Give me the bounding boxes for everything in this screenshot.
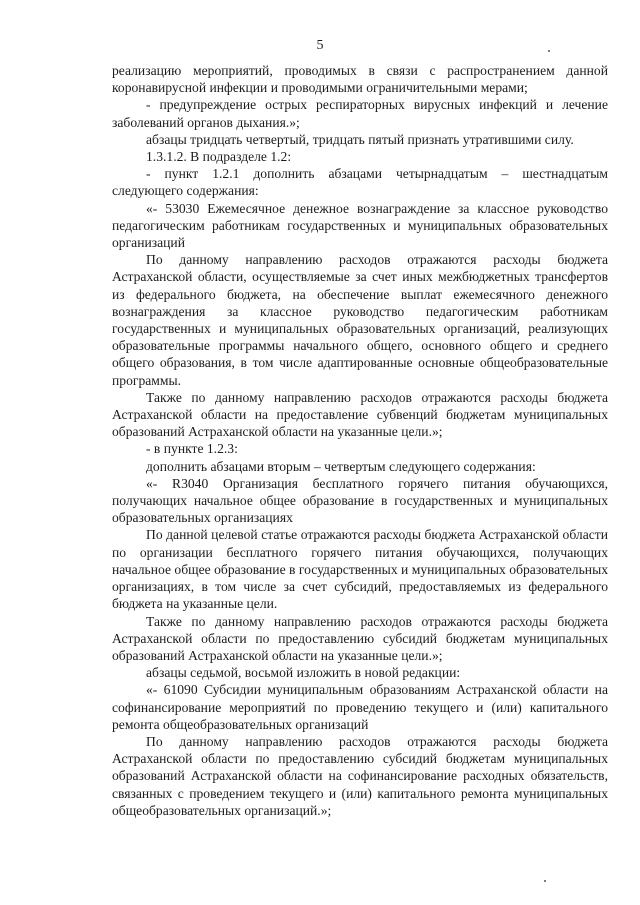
paragraph: «- 53030 Ежемесячное денежное вознаграждение за классное руководство педагогическим работникам государственных и муниципальных образовательных организаций	[112, 200, 608, 251]
paragraph: абзацы тридцать четвертый, тридцать пятый признать утратившими силу.	[146, 131, 574, 147]
paragraph: - пункт 1.2.1 дополнить абзацами четырнадцатым – шестнадцатым следующего содержания:	[112, 166, 608, 199]
paragraph: дополнить абзацами вторым – четвертым следующего содержания:	[146, 458, 536, 474]
page-number: 5	[316, 38, 324, 53]
paragraph: абзацы седьмой, восьмой изложить в новой редакции:	[146, 665, 461, 681]
paragraph: 1.3.1.2. В подразделе 1.2:	[146, 149, 292, 165]
paragraph: Также по данному направлению расходов отражаются расходы бюджета Астраханской области по предоставлению субсидий бюджетам муниципальных образований Астраханской области на указанные цели.»;	[112, 613, 608, 663]
paragraph: По данной целевой статье отражаются расходы бюджета Астраханской области по организации бесплатного горячего питания обучающихся, получающих начальное общее образование в государственных и муниципальных образовательных организациях, в том числе за счет субсидий, предоставляемых из федерального бюджета на указанные цели.	[112, 527, 608, 612]
paragraph: «- 61090 Субсидии муниципальным образованиям Астраханской области на софинансирование мероприятий по проведению текущего и (или) капитального ремонта общеобразовательных организаций	[112, 682, 608, 732]
paragraph: Также по данному направлению расходов отражаются расходы бюджета Астраханской области на предоставление субвенций бюджетам муниципальных образований Астраханской области на указанные цели.»;	[112, 389, 608, 440]
paragraph: - в пункте 1.2.3:	[146, 441, 238, 457]
scan-speck	[544, 880, 546, 882]
paragraph: «- R3040 Организация бесплатного горячего питания обучающихся, получающих начальное общее образование в государственных и муниципальных образовательных организациях	[112, 475, 608, 526]
paragraph: - предупреждение острых респираторных вирусных инфекций и лечение заболеваний органов дыхания.»;	[112, 97, 608, 130]
paragraph: По данному направлению расходов отражаются расходы бюджета Астраханской области, осуществляемые за счет иных межбюджетных трансфертов из федерального бюджета, на обеспечение выплат ежемесячного денежного вознаграждения за классное руководство педагогическим работникам государственных и муниципальных образовательных организаций, реализующих образовательные программы начального общего, основного общего и среднего общего образования, в том числе адаптированные основные общеобразовательные программы.	[112, 252, 608, 388]
document-body	[112, 62, 608, 819]
paragraph: реализацию мероприятий, проводимых в связи с распространением данной коронавирусной инфекции и проводимыми ограничительными мерами;	[112, 63, 608, 96]
paragraph: По данному направлению расходов отражаются расходы бюджета Астраханской области по предоставлению субсидий бюджетам муниципальных образований Астраханской области на софинансирование расходных обязательств, связанных с проведением текущего и (или) капитального ремонта муниципальных общеобразовательных организаций.»;	[112, 733, 608, 818]
scan-speck	[548, 50, 550, 52]
